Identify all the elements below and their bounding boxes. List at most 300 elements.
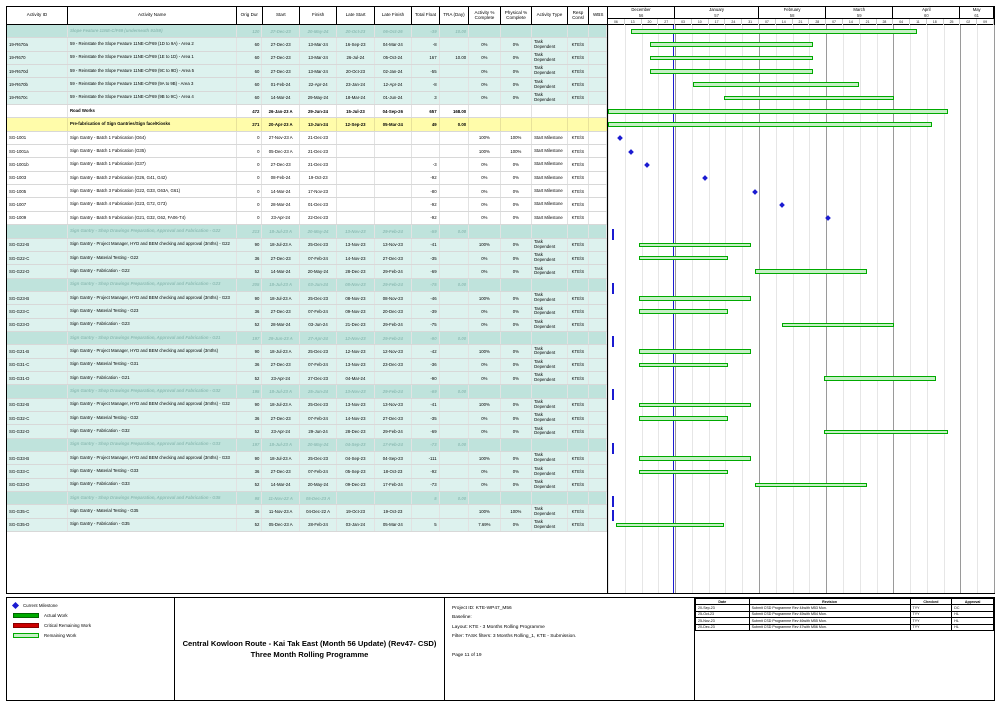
- cell-wbs: [589, 145, 607, 157]
- cell-actname: 59 - Reinstate the Slope Feature 11NE-C/F69 (1E to 1D) - Area 1: [68, 52, 237, 64]
- cell-actid: SG-G33-B: [7, 452, 68, 464]
- table-row[interactable]: [7, 118, 607, 131]
- cell-orig: 0: [237, 132, 263, 144]
- cell-wbs: [589, 439, 607, 451]
- cell-tra: [440, 185, 470, 197]
- cell-orig: 60: [237, 38, 263, 50]
- cell-start: 14-Mar-24: [262, 479, 299, 491]
- cell-finish: 27-Dec-23: [300, 372, 337, 384]
- cell-atype: Task Dependent: [532, 505, 567, 517]
- cell-finish: 05-Dec-23 A: [300, 492, 337, 504]
- table-row[interactable]: [7, 439, 607, 452]
- cell-actid: SG-G31-D: [7, 372, 68, 384]
- cell-start: 28-Mar-24: [262, 198, 299, 210]
- cell-actid: SG-1007: [7, 198, 68, 210]
- cell-finish: 29-Jun-24: [300, 425, 337, 437]
- timescale-week: 11: [910, 19, 927, 25]
- table-row[interactable]: [7, 505, 607, 518]
- column-header-atype[interactable]: Activity Type: [532, 7, 567, 24]
- project-info-line: Project ID: KTE-WP47_M56: [452, 606, 512, 611]
- cell-start: 27-Dec-23: [262, 465, 299, 477]
- cell-ls: 08-Nov-23: [337, 292, 374, 304]
- cell-tra: [440, 412, 470, 424]
- column-header-lf[interactable]: Late Finish: [375, 7, 412, 24]
- cell-atype: Task Dependent: [532, 92, 567, 104]
- cell-actpct: 7.69%: [469, 519, 501, 531]
- cell-lf: 18-Oct-23: [375, 465, 412, 477]
- table-row[interactable]: [7, 279, 607, 292]
- cell-wbs: [589, 118, 607, 130]
- timescale-month: January: [675, 7, 759, 13]
- cell-actname: Sign Gantry - Shop Drawings Preparation, Approval and Fabrication - G32: [68, 385, 237, 397]
- timescale-week: 17: [709, 19, 726, 25]
- cell-tf: -8: [412, 78, 440, 90]
- cell-orig: 36: [237, 412, 263, 424]
- cell-actpct: 0%: [469, 412, 501, 424]
- cell-atype: Task Dependent: [532, 292, 567, 304]
- cell-atype: Start Milestone: [532, 158, 567, 170]
- cell-actid: [7, 492, 68, 504]
- cell-tra: 0.00: [440, 492, 470, 504]
- cell-ls: 28-Dec-23: [337, 265, 374, 277]
- cell-orig: 90: [237, 239, 263, 251]
- drawing-title: [175, 598, 445, 700]
- table-row[interactable]: [7, 212, 607, 225]
- cell-phys: 0%: [501, 359, 533, 371]
- cell-actname: Sign Gantry - Batch 3 Fabrication (G22, G33, G63A, G61): [68, 185, 237, 197]
- cell-orig: 52: [237, 265, 263, 277]
- table-row[interactable]: [7, 345, 607, 358]
- cell-actname: Sign Gantry - Project Manager, HYD and BEM checking and approval (3mths) - G22: [68, 239, 237, 251]
- table-row[interactable]: [7, 265, 607, 278]
- column-header-phys[interactable]: Physical % Complete: [501, 7, 532, 24]
- cell-actid: SG-1001a: [7, 145, 68, 157]
- cell-finish: 17-Nov-23: [300, 185, 337, 197]
- cell-start: 18-Jul-23 A: [262, 385, 299, 397]
- cell-phys: 0%: [501, 305, 533, 317]
- cell-tf: -39: [412, 305, 440, 317]
- cell-lf: [375, 132, 412, 144]
- table-row[interactable]: [7, 78, 607, 91]
- cell-tf: -80: [412, 185, 440, 197]
- cell-resp: KTE\S: [568, 78, 590, 90]
- timescale-week: 07: [826, 19, 843, 25]
- timescale-week: 03: [675, 19, 692, 25]
- cell-phys: 0%: [501, 172, 533, 184]
- cell-lf: 06-Oct-26: [375, 25, 412, 37]
- cell-tf: [412, 145, 440, 157]
- cell-start: 18-Jul-23 A: [262, 279, 299, 291]
- cell-tf: -41: [412, 239, 440, 251]
- cell-finish: 28-Feb-24: [300, 519, 337, 531]
- cell-resp: KTE\S: [568, 145, 590, 157]
- cell-ls: 20-Oct-23: [337, 25, 374, 37]
- cell-orig: 36: [237, 359, 263, 371]
- legend-item: [13, 603, 168, 608]
- cell-wbs: [589, 92, 607, 104]
- cell-actid: SG-G21-B: [7, 345, 68, 357]
- cell-actpct: 0%: [469, 65, 501, 77]
- cell-wbs: [589, 252, 607, 264]
- cell-actid: SG-G23-C: [7, 305, 68, 317]
- cell-atype: [532, 25, 567, 37]
- cell-tra: [440, 465, 470, 477]
- table-row[interactable]: [7, 65, 607, 78]
- cell-wbs: [589, 158, 607, 170]
- cell-orig: 195: [237, 385, 263, 397]
- cell-start: 14-Mar-24: [262, 265, 299, 277]
- table-row[interactable]: [7, 412, 607, 425]
- cell-resp: KTE\S: [568, 198, 590, 210]
- cell-actpct: [469, 25, 501, 37]
- cell-actpct: 100%: [469, 145, 501, 157]
- cell-resp: [568, 439, 590, 451]
- timescale-week: 06: [608, 19, 625, 25]
- cell-finish: 04-Dec-22 A: [300, 505, 337, 517]
- table-row[interactable]: [7, 145, 607, 158]
- cell-ls: 16-Sep-23: [337, 38, 374, 50]
- table-row[interactable]: [7, 52, 607, 65]
- cell-tra: [440, 292, 470, 304]
- cell-start: 27-Nov-23 A: [262, 132, 299, 144]
- cell-actname: Sign Gantry - Shop Drawings Preparation, Approval and Fabrication - G33: [68, 439, 237, 451]
- table-row[interactable]: [7, 479, 607, 492]
- timescale-month: February: [759, 7, 826, 13]
- table-row[interactable]: [7, 385, 607, 398]
- column-header-wbs[interactable]: WBS: [592, 12, 604, 18]
- cell-wbs: [589, 65, 607, 77]
- cell-tf: -92: [412, 172, 440, 184]
- cell-actpct: 0%: [469, 198, 501, 210]
- table-row[interactable]: [7, 172, 607, 185]
- cell-ls: 13-Nov-23: [337, 225, 374, 237]
- column-header-actname[interactable]: Activity Name: [68, 7, 237, 24]
- gantt-bar: [639, 363, 728, 368]
- cell-orig: 52: [237, 519, 263, 531]
- gantt-bar: [650, 56, 812, 61]
- cell-phys: 0%: [501, 399, 533, 411]
- cell-resp: KTE\S: [568, 505, 590, 517]
- column-header-tf[interactable]: Total Float: [412, 7, 440, 24]
- legend-item: [13, 613, 168, 618]
- cell-actpct: [469, 439, 501, 451]
- table-row[interactable]: [7, 452, 607, 465]
- cell-tra: [440, 305, 470, 317]
- table-row[interactable]: [7, 332, 607, 345]
- cell-tra: [440, 265, 470, 277]
- cell-tra: [440, 345, 470, 357]
- gantt-bar: [608, 122, 932, 127]
- cell-actname: 59 - Reinstate the Slope Feature 11NE-C/F69 (9C to 9D) - Area 5: [68, 65, 237, 77]
- cell-lf: 20-Dec-23: [375, 305, 412, 317]
- cell-resp: [568, 332, 590, 344]
- gantt-bar: [639, 296, 751, 301]
- cell-resp: KTE\S: [568, 399, 590, 411]
- cell-ls: 12-Sep-23: [337, 118, 374, 130]
- cell-actpct: 100%: [469, 505, 501, 517]
- cell-lf: [375, 185, 412, 197]
- cell-actname: Sign Gantry - Batch 5 Fabrication (G21, G32, G62, FA06-T4): [68, 212, 237, 224]
- cell-atype: Start Milestone: [532, 172, 567, 184]
- summary-link-bar: [612, 229, 614, 240]
- cell-finish: 22-Apr-24: [300, 78, 337, 90]
- revision-cell: TYY: [910, 611, 952, 617]
- cell-tf: -35: [412, 412, 440, 424]
- cell-ls: 28-Dec-23: [337, 425, 374, 437]
- cell-wbs: [589, 505, 607, 517]
- cell-tra: 0.00: [440, 279, 470, 291]
- revision-cell: TYY: [910, 605, 952, 611]
- cell-lf: 01-Jun-24: [375, 92, 412, 104]
- cell-lf: [375, 198, 412, 210]
- revision-cell: DC: [952, 605, 994, 611]
- cell-actname: Sign Gantry - Shop Drawings Preparation, Approval and Fabrication - G35: [68, 492, 237, 504]
- table-row[interactable]: [7, 158, 607, 171]
- cell-start: 14-Mar-24: [262, 92, 299, 104]
- cell-finish: 07-Feb-24: [300, 359, 337, 371]
- month-gridline: [994, 25, 995, 593]
- timescale-month: March: [826, 7, 893, 13]
- cell-atype: Task Dependent: [532, 345, 567, 357]
- cell-finish: 20-May-24: [300, 25, 337, 37]
- summary-link-bar: [612, 389, 614, 400]
- cell-finish: 25-Jun-24: [300, 385, 337, 397]
- cell-atype: Task Dependent: [532, 52, 567, 64]
- cell-actid: SG-G22-C: [7, 252, 68, 264]
- cell-ls: [337, 185, 374, 197]
- cell-resp: [568, 492, 590, 504]
- legend: [7, 598, 175, 700]
- cell-actid: 19-R670: [7, 52, 68, 64]
- cell-tra: [440, 452, 470, 464]
- actual-work-bar-icon: [13, 613, 39, 618]
- cell-phys: 0%: [501, 465, 533, 477]
- cell-finish: 25-Dec-23: [300, 292, 337, 304]
- cell-ls: 03-Jan-24: [337, 519, 374, 531]
- revision-cell: TYY: [910, 618, 952, 624]
- cell-actpct: [469, 225, 501, 237]
- timescale-week: 02: [960, 19, 977, 25]
- cell-wbs: [589, 359, 607, 371]
- cell-start: 27-Dec-23: [262, 65, 299, 77]
- cell-phys: [501, 105, 533, 117]
- table-row[interactable]: [7, 372, 607, 385]
- table-row[interactable]: [7, 252, 607, 265]
- cell-phys: 0%: [501, 412, 533, 424]
- cell-lf: 29-Feb-24: [375, 425, 412, 437]
- cell-atype: [532, 332, 567, 344]
- cell-orig: 0: [237, 158, 263, 170]
- cell-lf: 12-Apr-24: [375, 78, 412, 90]
- cell-ls: 13-Nov-23: [337, 359, 374, 371]
- cell-actid: SG-G35-C: [7, 505, 68, 517]
- timescale-week: 21: [793, 19, 810, 25]
- cell-orig: 36: [237, 505, 263, 517]
- timescale-week: 21: [860, 19, 877, 25]
- cell-tf: 5: [412, 492, 440, 504]
- timescale-week: 28: [877, 19, 894, 25]
- cell-tra: [440, 145, 470, 157]
- revision-cell: 25-Nov-23: [696, 618, 750, 624]
- cell-phys: 0%: [501, 212, 533, 224]
- cell-tf: -69: [412, 425, 440, 437]
- cell-actpct: 100%: [469, 292, 501, 304]
- cell-wbs: [589, 132, 607, 144]
- table-row[interactable]: [7, 239, 607, 252]
- gantt-frame: [6, 6, 995, 594]
- cell-phys: 0%: [501, 452, 533, 464]
- table-row[interactable]: [7, 105, 607, 118]
- timescale-week: 25: [944, 19, 961, 25]
- cell-tra: [440, 92, 470, 104]
- cell-finish: 07-Feb-24: [300, 412, 337, 424]
- column-header-resp[interactable]: Resp Consl: [568, 7, 590, 24]
- cell-lf: 29-Feb-24: [375, 385, 412, 397]
- cell-finish: 13-Mar-24: [300, 65, 337, 77]
- cell-start: 27-Dec-23: [262, 38, 299, 50]
- cell-start: 18-Jul-23 A: [262, 439, 299, 451]
- cell-lf: 08-Nov-23: [375, 292, 412, 304]
- cell-actname: Sign Gantry - Project Manager, HYD and BEM checking and approval (3mths) - G32: [68, 399, 237, 411]
- table-row[interactable]: [7, 92, 607, 105]
- cell-tf: -75: [412, 319, 440, 331]
- cell-tra: 0.00: [440, 332, 470, 344]
- cell-orig: 0: [237, 185, 263, 197]
- cell-actname: Sign Gantry - Batch 1 Fabrication (G35): [68, 145, 237, 157]
- cell-actname: Sign Gantry - Batch 2 Fabrication (G26, G41, G42): [68, 172, 237, 184]
- cell-lf: 19-Oct-23: [375, 505, 412, 517]
- table-row[interactable]: [7, 198, 607, 211]
- timescale-week: 10: [692, 19, 709, 25]
- cell-ls: 04-Mar-24: [337, 372, 374, 384]
- cell-wbs: [589, 332, 607, 344]
- table-row[interactable]: [7, 185, 607, 198]
- cell-wbs: [589, 345, 607, 357]
- cell-tf: 5: [412, 519, 440, 531]
- cell-finish: 13-Jun-24: [300, 118, 337, 130]
- cell-atype: Task Dependent: [532, 265, 567, 277]
- cell-ls: 26-Jul-24: [337, 52, 374, 64]
- revision-cell: HL: [952, 611, 994, 617]
- cell-phys: 0%: [501, 479, 533, 491]
- table-row[interactable]: [7, 25, 607, 38]
- cell-atype: Task Dependent: [532, 78, 567, 90]
- cell-tra: 0.00: [440, 225, 470, 237]
- cell-phys: 0%: [501, 65, 533, 77]
- cell-start: 18-Jul-23 A: [262, 225, 299, 237]
- column-header-finish[interactable]: Finish: [300, 7, 337, 24]
- timescale-week: 27: [658, 19, 675, 25]
- gridline: [977, 25, 978, 593]
- cell-atype: Start Milestone: [532, 212, 567, 224]
- cell-orig: 0: [237, 212, 263, 224]
- gantt-chart-area: [607, 7, 994, 593]
- table-row[interactable]: [7, 425, 607, 438]
- table-row[interactable]: [7, 319, 607, 332]
- cell-atype: Task Dependent: [532, 239, 567, 251]
- cell-resp: KTE\S: [568, 519, 590, 531]
- cell-tra: 10.00: [440, 25, 470, 37]
- cell-finish: 07-Feb-24: [300, 252, 337, 264]
- table-row[interactable]: [7, 519, 607, 532]
- cell-wbs: [589, 319, 607, 331]
- cell-atype: Task Dependent: [532, 452, 567, 464]
- timescale-week: 18: [927, 19, 944, 25]
- legend-label: Current Milestone: [23, 603, 58, 608]
- cell-orig: 60: [237, 78, 263, 90]
- cell-actpct: 100%: [469, 239, 501, 251]
- cell-tf: -92: [412, 212, 440, 224]
- cell-actid: 19-R670a: [7, 38, 68, 50]
- cell-phys: [501, 279, 533, 291]
- table-row[interactable]: [7, 492, 607, 505]
- cell-actid: SG-G33-C: [7, 465, 68, 477]
- column-header-ls[interactable]: Late Start: [337, 7, 374, 24]
- cell-resp: KTE\S: [568, 479, 590, 491]
- cell-phys: 100%: [501, 505, 533, 517]
- cell-phys: 0%: [501, 265, 533, 277]
- revision-cell: 20-Sep-23: [696, 605, 750, 611]
- project-info: [445, 598, 695, 700]
- table-row[interactable]: [7, 305, 607, 318]
- table-row[interactable]: [7, 359, 607, 372]
- table-row[interactable]: [7, 399, 607, 412]
- cell-actname: Sign Gantry - Fabrication - G32: [68, 425, 237, 437]
- table-row[interactable]: [7, 225, 607, 238]
- gantt-bar: [616, 523, 724, 528]
- cell-lf: 29-Feb-24: [375, 225, 412, 237]
- table-row[interactable]: [7, 465, 607, 478]
- cell-wbs: [589, 265, 607, 277]
- column-header-orig[interactable]: Orig Dur: [237, 7, 263, 24]
- column-header-start[interactable]: Start: [263, 7, 300, 24]
- cell-ls: 05-Sep-23: [337, 465, 374, 477]
- revision-cell: 20-Dec-23: [696, 624, 750, 630]
- cell-actpct: 100%: [469, 452, 501, 464]
- cell-phys: 0%: [501, 38, 533, 50]
- table-row[interactable]: [7, 38, 607, 51]
- cell-lf: 17-Feb-24: [375, 479, 412, 491]
- cell-tf: -75: [412, 279, 440, 291]
- cell-ls: [337, 172, 374, 184]
- cell-phys: [501, 439, 533, 451]
- timescale-header: [608, 7, 994, 25]
- cell-actname: Sign Gantry - Project Manager, HYD and BEM checking and approval (3mths) - G33: [68, 452, 237, 464]
- cell-tf: -69: [412, 265, 440, 277]
- cell-atype: Start Milestone: [532, 185, 567, 197]
- table-row[interactable]: [7, 292, 607, 305]
- cell-finish: 03-Jun-24: [300, 319, 337, 331]
- column-header-actid[interactable]: Activity ID: [7, 7, 68, 24]
- cell-actid: SG-G23-B: [7, 292, 68, 304]
- timescale-month-number: 56: [608, 13, 675, 18]
- cell-start: 05-Dec-23 A: [262, 519, 299, 531]
- cell-tra: 0.00: [440, 439, 470, 451]
- cell-start: 26-Jan-23 A: [262, 105, 299, 117]
- timescale-week: 31: [742, 19, 759, 25]
- cell-phys: 0%: [501, 185, 533, 197]
- column-header-actpct[interactable]: Activity % Complete: [469, 7, 500, 24]
- cell-ls: 09-Nov-23: [337, 305, 374, 317]
- column-header-tra[interactable]: TRA (Day): [440, 7, 470, 24]
- gantt-bar: [824, 430, 948, 435]
- cell-tf: [412, 132, 440, 144]
- cell-start: 18-Jul-23 A: [262, 239, 299, 251]
- cell-phys: [501, 25, 533, 37]
- cell-actid: [7, 105, 68, 117]
- table-row[interactable]: [7, 132, 607, 145]
- cell-phys: 0%: [501, 425, 533, 437]
